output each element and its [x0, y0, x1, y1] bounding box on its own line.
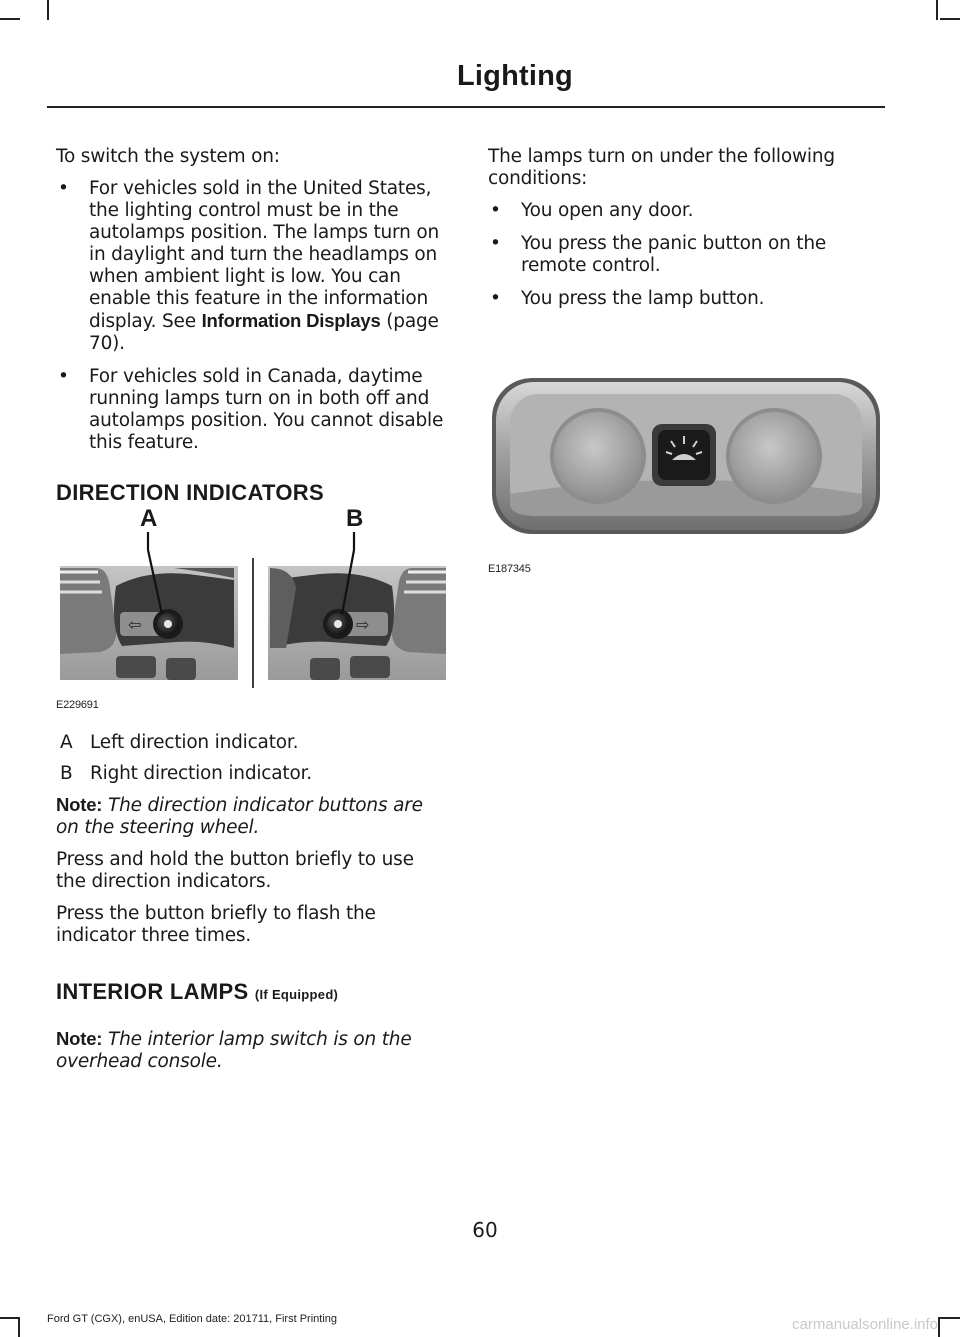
note-direction-indicator — [56, 794, 448, 839]
list-item-page-ref: (page 70). — [89, 311, 439, 354]
body-paragraph: Press and hold the button briefly to use the direction indicators. — [56, 849, 414, 892]
legend-row — [56, 732, 448, 754]
heading-qualifier: (If Equipped) — [254, 987, 339, 1002]
legend-text: Right direction indicator. — [90, 763, 312, 784]
svg-text:⇦: ⇦ — [128, 615, 142, 634]
crop-mark — [47, 0, 49, 20]
bullet-glyph: • — [490, 233, 501, 254]
legend-letter: B — [60, 763, 73, 784]
crop-mark — [938, 1317, 940, 1337]
section-heading-direction-indicators: DIRECTION INDICATORS — [56, 480, 324, 505]
callout-b-label: B — [346, 505, 364, 532]
callout-a-label: A — [140, 505, 158, 532]
list-item — [488, 288, 878, 310]
crop-mark — [0, 18, 20, 20]
direction-indicator-figure — [56, 505, 448, 718]
list-item-text: You press the panic button on the remote control. — [521, 233, 827, 276]
list-item — [488, 233, 878, 277]
legend-row — [56, 763, 448, 785]
interior-lamp-figure — [488, 374, 878, 574]
legend-text: Left direction indicator. — [90, 732, 299, 753]
figure-legend — [56, 732, 448, 785]
crop-mark — [940, 1317, 960, 1319]
header-rule — [47, 106, 885, 108]
left-column — [56, 146, 448, 1083]
list-item — [488, 200, 878, 222]
page-title: Lighting — [457, 60, 573, 92]
bullet-glyph: • — [58, 178, 69, 199]
crop-mark — [18, 1317, 20, 1337]
bullet-glyph: • — [490, 200, 501, 221]
legend-letter: A — [60, 732, 73, 753]
list-item — [56, 178, 448, 355]
note-interior-lamp — [56, 1028, 448, 1073]
figure-code: E187345 — [488, 563, 531, 575]
heading-text: INTERIOR LAMPS — [56, 979, 249, 1004]
note-text: The direction indicator buttons are on the steering wheel. — [56, 795, 423, 838]
list-item-text: You press the lamp button. — [521, 288, 765, 309]
list-item — [56, 366, 448, 454]
note-label: Note: — [56, 1028, 103, 1049]
intro-text: To switch the system on: — [56, 146, 280, 167]
figure-code: E229691 — [56, 699, 99, 711]
note-text: The interior lamp switch is on the overhead console. — [56, 1029, 412, 1072]
overhead-console-illustration — [488, 374, 884, 544]
cross-reference-link[interactable]: Information Displays — [201, 310, 381, 331]
body-paragraph: Press the button briefly to flash the indicator three times. — [56, 903, 376, 946]
steering-wheel-buttons-illustration — [56, 528, 448, 718]
right-column — [488, 146, 878, 574]
note-label: Note: — [56, 794, 103, 815]
crop-mark — [0, 1317, 20, 1319]
list-item-text: For vehicles sold in Canada, daytime running lamps turn on in both off and autolamps position. You cannot disable this feature. — [89, 366, 444, 453]
section-heading-interior-lamps — [56, 979, 448, 1008]
system-on-list — [56, 178, 448, 454]
bullet-glyph: • — [58, 366, 69, 387]
list-item-text: For vehicles sold in the United States, the lighting control must be in the autolamps position. The lamps turn on in daylight and turn the headlamps on when ambient light is low. You can enable this feature in the information display. See — [89, 178, 439, 332]
edition-footer: Ford GT (CGX), enUSA, Edition date: 201711, First Printing — [47, 1313, 337, 1325]
intro-text: The lamps turn on under the following conditions: — [488, 146, 835, 189]
watermark-text: carmanualsonline.info — [792, 1316, 938, 1333]
conditions-list — [488, 200, 878, 310]
page-number: 60 — [472, 1218, 498, 1242]
crop-mark — [940, 18, 960, 20]
list-item-text: You open any door. — [521, 200, 694, 221]
crop-mark — [936, 0, 938, 20]
bullet-glyph: • — [490, 288, 501, 309]
svg-text:⇨: ⇨ — [356, 615, 370, 634]
